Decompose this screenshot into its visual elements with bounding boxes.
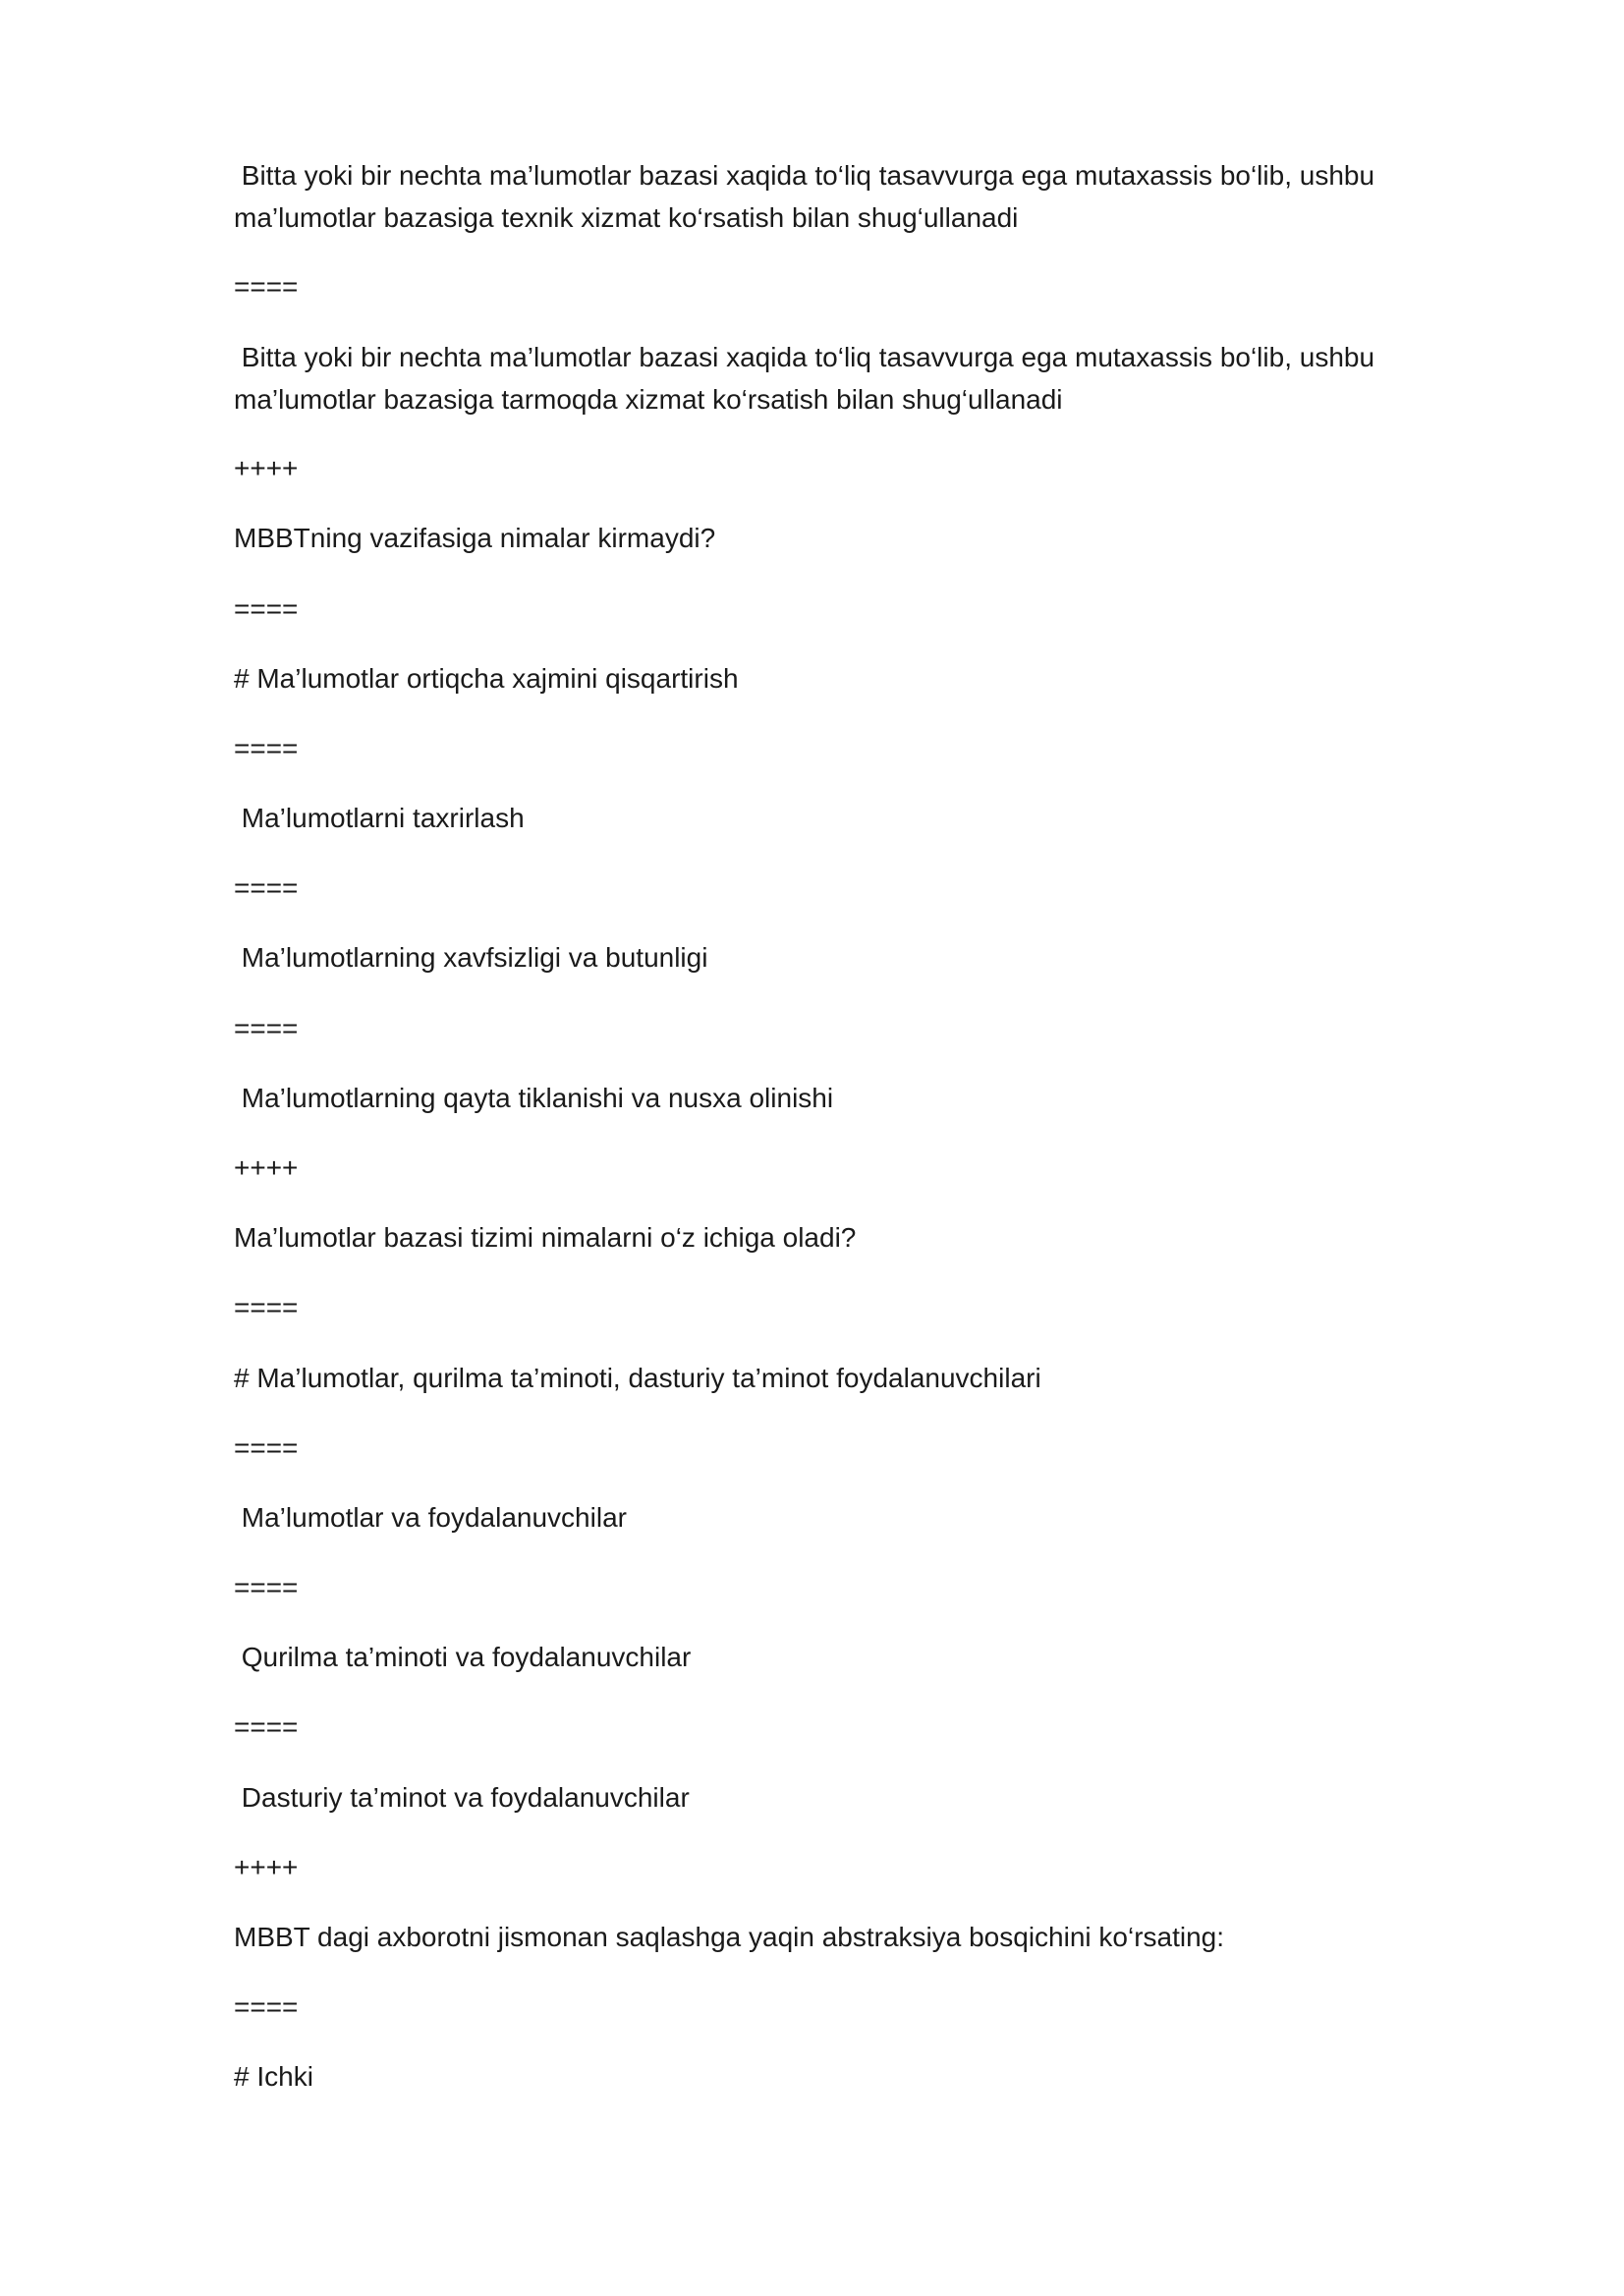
separator: ==== [234, 1991, 299, 2022]
answer-option-1: Bitta yoki bir nechta ma’lumotlar bazasi xaqida to‘liq tasavvurga ega mutaxassis bo‘lib, ushbu ma’lumotlar bazasiga texnik xizmat ko‘rsatish bilan shug‘ullanadi [234, 160, 1382, 233]
correct-answer: # Ma’lumotlar ortiqcha xajmini qisqartirish [234, 663, 739, 694]
separator: ==== [234, 271, 299, 302]
question-separator: ++++ [234, 453, 299, 483]
correct-answer: # Ma’lumotlar, qurilma ta’minoti, dasturiy ta’minot foydalanuvchilari [234, 1363, 1041, 1393]
separator: ==== [234, 1013, 299, 1043]
correct-answer: # Ichki [234, 2061, 313, 2092]
separator: ==== [234, 1292, 299, 1322]
answer-option: Ma’lumotlarning xavfsizligi va butunligi [234, 942, 708, 973]
answer-option: Ma’lumotlarning qayta tiklanishi va nusxa olinishi [234, 1083, 834, 1113]
answer-option: Dasturiy ta’minot va foydalanuvchilar [234, 1782, 690, 1813]
separator: ==== [234, 872, 299, 903]
separator: ==== [234, 733, 299, 763]
answer-option: Ma’lumotlar va foydalanuvchilar [234, 1502, 627, 1533]
separator: ==== [234, 593, 299, 624]
answer-option: Qurilma ta’minoti va foydalanuvchilar [234, 1642, 692, 1672]
separator: ==== [234, 1572, 299, 1602]
question-separator: ++++ [234, 1152, 299, 1183]
question-text: Ma’lumotlar bazasi tizimi nimalarni o‘z ichiga oladi? [234, 1222, 857, 1253]
separator: ==== [234, 1711, 299, 1742]
question-separator: ++++ [234, 1852, 299, 1882]
separator: ==== [234, 1432, 299, 1463]
question-text: MBBTning vazifasiga nimalar kirmaydi? [234, 523, 716, 553]
question-text: MBBT dagi axborotni jismonan saqlashga yaqin abstraksiya bosqichini ko‘rsating: [234, 1922, 1225, 1952]
answer-option-2: Bitta yoki bir nechta ma’lumotlar bazasi xaqida to‘liq tasavvurga ega mutaxassis bo‘lib, ushbu ma’lumotlar bazasiga tarmoqda xizmat ko‘rsatish bilan shug‘ullanadi [234, 342, 1382, 415]
answer-option: Ma’lumotlarni taxrirlash [234, 803, 525, 833]
